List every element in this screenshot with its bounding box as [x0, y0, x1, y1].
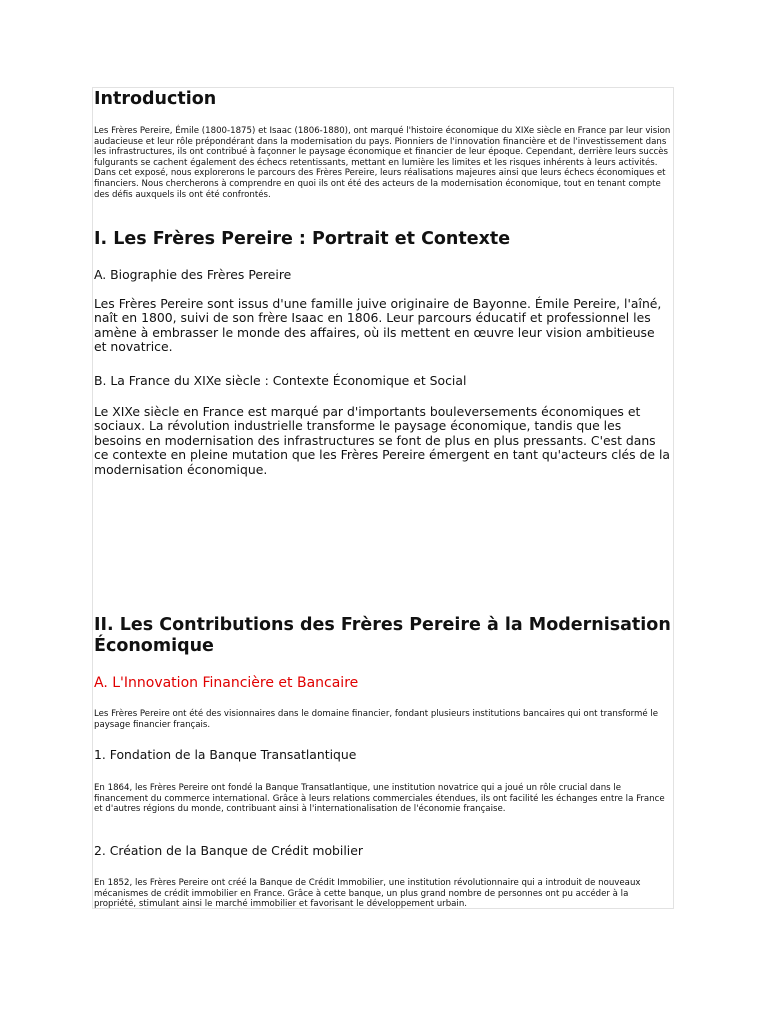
intro-heading: Introduction — [94, 89, 217, 109]
section2-item2-title: 2. Création de la Banque de Crédit mobilier — [94, 843, 363, 858]
section1-subheading-b: B. La France du XIXe siècle : Contexte Économique et Social — [94, 373, 467, 388]
section2-subheading-a: A. L'Innovation Financière et Bancaire — [94, 675, 359, 691]
section2-heading: II. Les Contributions des Frères Pereire à la Modernisation Économique — [94, 615, 671, 656]
section2-item1-title: 1. Fondation de la Banque Transatlantique — [94, 747, 357, 762]
section1-paragraph-a: Les Frères Pereire sont issus d'une famille juive originaire de Bayonne. Émile Pereire, l'aîné, naît en 1800, suivi de son frère Isaac en 1806. Leur parcours éducatif et professionnel les amène à embrasser le monde des affaires, où ils mettent en œuvre leur vision ambitieuse et novatrice. — [94, 296, 662, 355]
section1-paragraph-b: Le XIXe siècle en France est marqué par d'importants bouleversements économiques et sociaux. La révolution industrielle transforme le paysage économique, tandis que les besoins en modernisation des infrastructures se font de plus en plus pressants. C'est dans ce contexte en pleine mutation que les Frères Pereire émergent en tant qu'acteurs clés de la modernisation économique. — [94, 404, 670, 477]
intro-paragraph: Les Frères Pereire, Émile (1800-1875) et Isaac (1806-1880), ont marqué l'histoire économique du XIXe siècle en France par leur vision audacieuse et leur rôle prépondérant dans la modernisation du pays. Pionniers de l'innovation financière et de l'investissement dans les infrastructures, ils ont contribué à façonner le paysage économique et financier de leur époque. Cependant, derrière leurs succès fulgurants se cachent également des échecs retentissants, mettant en lumière les limites et les risques inhérents à leurs activités. Dans cet exposé, nous explorerons le parcours des Frères Pereire, leurs réalisations majeures ainsi que leurs échecs économiques et financiers. Nous chercherons à comprendre en quoi ils ont été des acteurs de la modernisation économique, tout en tenant compte des défis auxquels ils ont été confrontés. — [94, 126, 671, 200]
section2-paragraph-a: Les Frères Pereire ont été des visionnaires dans le domaine financier, fondant plusieurs institutions bancaires qui ont transformé le paysage financier français. — [94, 709, 659, 730]
document-page — [92, 87, 674, 909]
section1-heading: I. Les Frères Pereire : Portrait et Contexte — [94, 229, 511, 249]
section1-subheading-a: A. Biographie des Frères Pereire — [94, 267, 292, 282]
section2-item2-paragraph: En 1852, les Frères Pereire ont créé la Banque de Crédit Immobilier, une institution révolutionnaire qui a introduit de nouveaux mécanismes de crédit immobilier en France. Grâce à cette banque, un plus grand nombre de personnes ont pu accéder à la propriété, stimulant ainsi le marché immobilier et favorisant le développement urbain. — [94, 878, 641, 910]
section2-item1-paragraph: En 1864, les Frères Pereire ont fondé la Banque Transatlantique, une institution novatrice qui a joué un rôle crucial dans le financement du commerce international. Grâce à leurs relations commerciales étendues, ils ont facilité les échanges entre la France et d'autres régions du monde, contribuant ainsi à l'internationalisation de l'économie française. — [94, 783, 665, 815]
